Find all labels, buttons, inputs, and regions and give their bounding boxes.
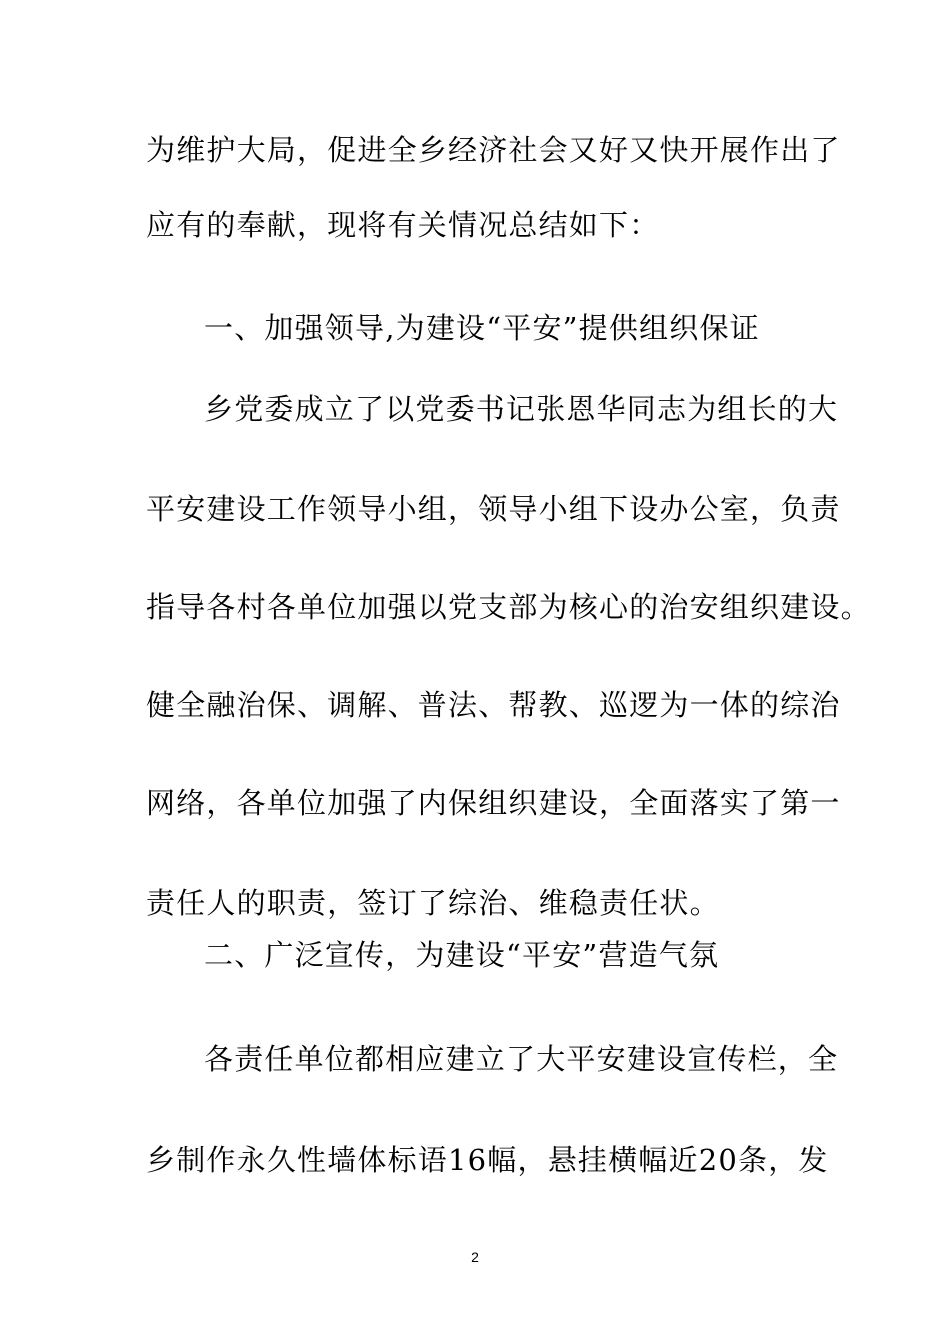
paragraph-first-line: 各责任单位都相应建立了大平安建设宣传栏，全 (204, 1042, 839, 1076)
page-number: 2 (471, 1249, 479, 1265)
body-text-line: 责任人的职责，签订了综治、维稳责任状。 (146, 886, 720, 920)
section-heading: 二、广泛宣传，为建设“平安”营造气氛 (204, 938, 720, 972)
body-text-line: 平安建设工作领导小组，领导小组下设办公室，负责 (146, 492, 841, 526)
body-text-line: 指导各村各单位加强以党支部为核心的治安组织建设。 (146, 590, 871, 624)
body-text-line: 网络，各单位加强了内保组织建设，全面落实了第一 (146, 786, 841, 820)
section-heading: 一、加强领导,为建设“平安”提供组织保证 (204, 311, 760, 345)
body-text-line: 为维护大局，促进全乡经济社会又好又快开展作出了 (146, 133, 841, 167)
body-text-line: 健全融治保、调解、普法、帮教、巡逻为一体的综治 (146, 688, 841, 722)
body-text-line: 乡制作永久性墙体标语16幅，悬挂横幅近20条，发 (146, 1143, 829, 1177)
paragraph-first-line: 乡党委成立了以党委书记张恩华同志为组长的大 (204, 392, 839, 426)
body-text-line: 应有的奉献，现将有关情况总结如下： (146, 208, 660, 242)
